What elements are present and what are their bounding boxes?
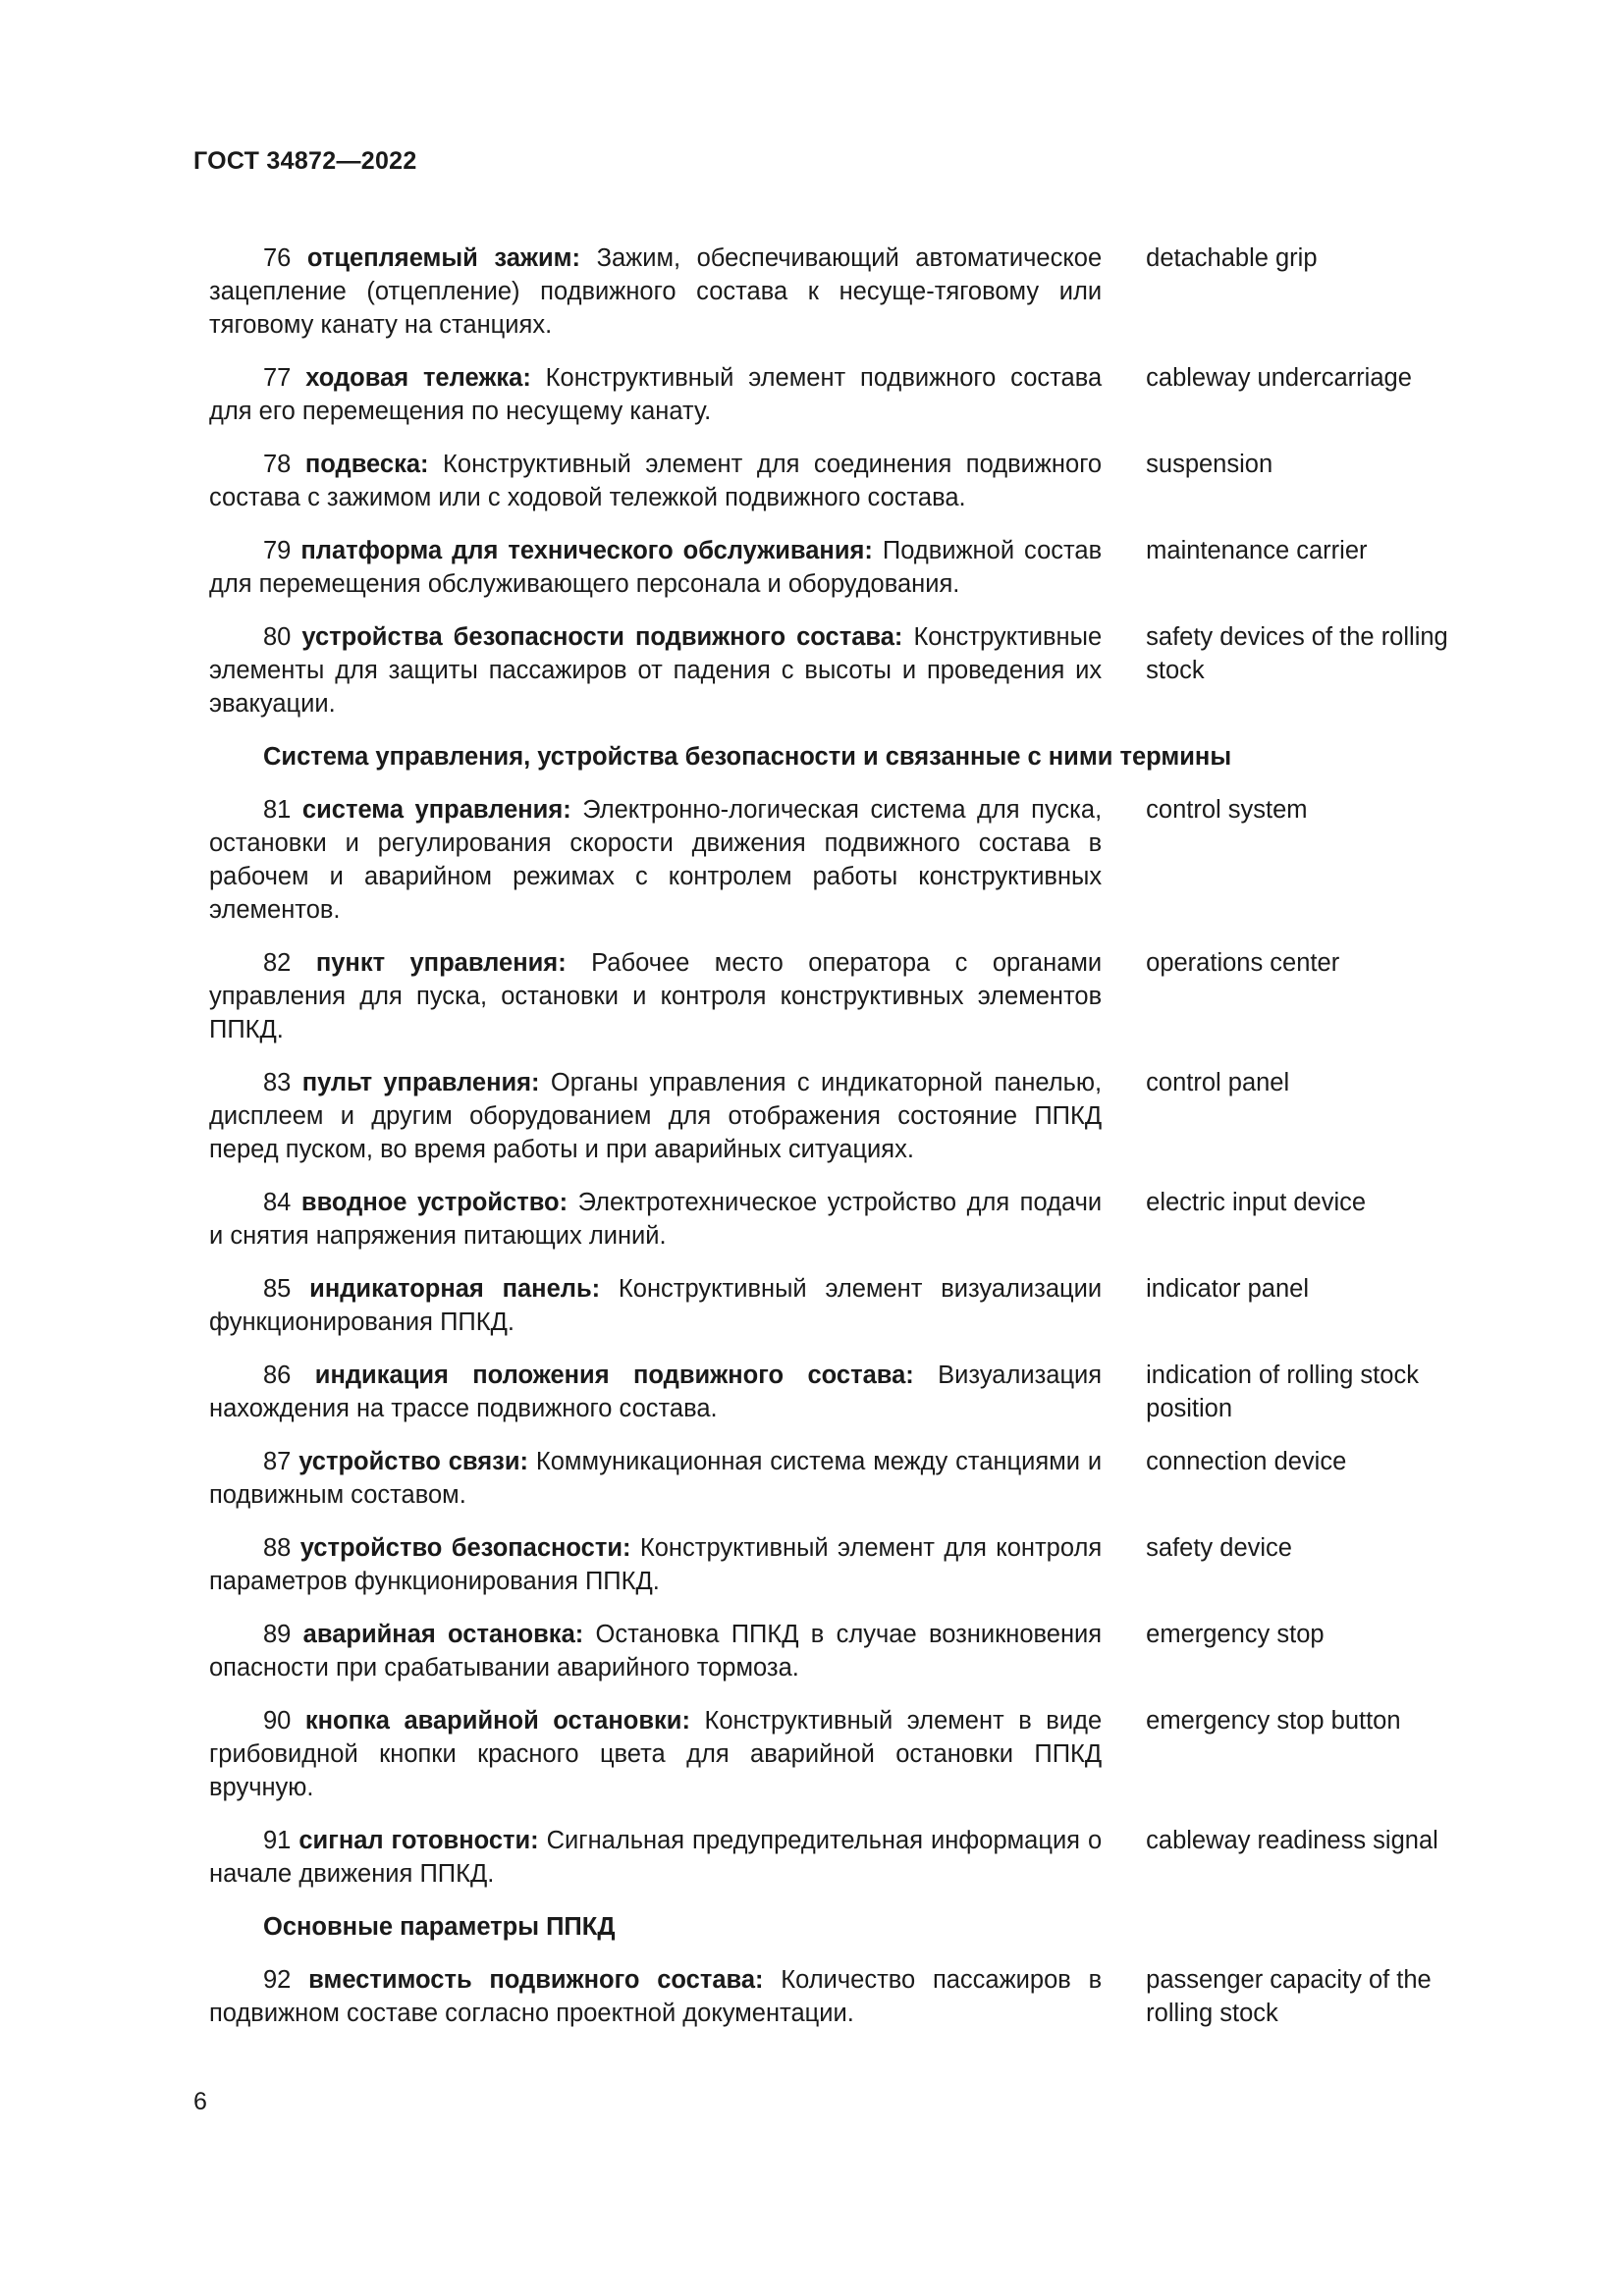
term-number: 90 (263, 1707, 292, 1735)
term-name: пункт управления: (315, 949, 567, 977)
term-english: suspension (1146, 451, 1273, 478)
term-english: operations center (1146, 949, 1340, 977)
term-english: control panel (1146, 1069, 1290, 1096)
term-ru (209, 1704, 1102, 1804)
term-definition: Конструктивный элемент для контроля параметров функционирования ППКД. (209, 1534, 1103, 1595)
term-ru (209, 1445, 1102, 1512)
term-entry (209, 1824, 1486, 1891)
term-number: 91 (263, 1827, 292, 1854)
term-name: отцепляемый зажим: (306, 244, 581, 272)
term-ru (209, 1824, 1102, 1891)
term-name: вводное устройство: (300, 1189, 568, 1216)
term-name: устройства безопасности подвижного состава: (301, 623, 903, 651)
term-ru (209, 1186, 1102, 1253)
term-definition: Количество пассажиров в подвижном составе согласно проектной документации. (209, 1966, 1103, 2027)
term-english: emergency stop (1146, 1621, 1325, 1648)
terms-group-control-system (209, 793, 1486, 1891)
term-definition: Подвижной состав для перемещения обслуживающего персонала и оборудования. (209, 537, 1103, 598)
term-english: electric input device (1146, 1189, 1367, 1216)
term-ru (209, 1066, 1102, 1166)
term-entry (209, 946, 1486, 1046)
term-name: ходовая тележка: (305, 364, 531, 392)
term-number: 82 (263, 949, 292, 977)
term-entry (209, 241, 1486, 342)
term-number: 78 (263, 451, 292, 478)
term-definition: Конструктивные элементы для защиты пассажиров от падения с высоты и проведения их эвакуации. (209, 623, 1103, 718)
terms-group-main-parameters (209, 1963, 1486, 2030)
term-name: кнопка аварийной остановки: (304, 1707, 690, 1735)
term-number: 76 (263, 244, 292, 272)
term-entry (209, 1359, 1486, 1425)
term-entry (209, 361, 1486, 428)
term-ru (209, 946, 1102, 1046)
term-number: 92 (263, 1966, 292, 1994)
term-number: 86 (263, 1362, 292, 1389)
term-name: индикаторная панель: (309, 1275, 601, 1303)
term-ru (209, 793, 1102, 927)
term-entry (209, 1186, 1486, 1253)
term-definition: Органы управления с индикаторной панелью, дисплеем и другим оборудованием для отображения состояние ППКД перед пуском, во время работы и при аварийных ситуациях. (209, 1069, 1103, 1163)
term-number: 89 (263, 1621, 292, 1648)
term-name: аварийная остановка: (302, 1621, 584, 1648)
term-ru (209, 361, 1102, 428)
term-ru (209, 1359, 1102, 1425)
term-english: cableway readiness signal (1146, 1827, 1438, 1854)
term-name: система управления: (301, 796, 571, 824)
term-name: устройство связи: (298, 1448, 528, 1475)
term-name: подвеска: (304, 451, 429, 478)
term-entry (209, 1963, 1486, 2030)
term-name: пульт управления: (301, 1069, 540, 1096)
term-number: 81 (263, 796, 292, 824)
term-definition: Электронно-логическая система для пуска, остановки и регулирования скорости движения подвижного состава в рабочем и аварийном режимах с контролем работы конструктивных элементов. (209, 796, 1103, 924)
term-number: 84 (263, 1189, 292, 1216)
term-definition: Коммуникационная система между станциями и подвижным составом. (209, 1448, 1103, 1509)
term-english: detachable grip (1146, 244, 1318, 272)
term-english: passenger capacity of the rolling stock (1146, 1966, 1432, 2027)
page-number: 6 (193, 2088, 207, 2115)
term-definition: Визуализация нахождения на трассе подвижного состава. (209, 1362, 1103, 1422)
term-english: safety device (1146, 1534, 1292, 1562)
term-english: emergency stop button (1146, 1707, 1401, 1735)
term-english: cableway undercarriage (1146, 364, 1412, 392)
term-ru (209, 1618, 1102, 1684)
term-definition: Рабочее место оператора с органами управления для пуска, остановки и контроля конструктивных элементов ППКД. (209, 949, 1103, 1043)
term-number: 87 (263, 1448, 292, 1475)
term-name: устройство безопасности: (299, 1534, 631, 1562)
term-name: сигнал готовности: (298, 1827, 539, 1854)
document-header: ГОСТ 34872—2022 (193, 147, 417, 175)
term-number: 77 (263, 364, 292, 392)
term-name: вместимость подвижного состава: (308, 1966, 764, 1994)
term-ru (209, 448, 1102, 514)
term-number: 79 (263, 537, 292, 564)
section-heading-main-parameters: Основные параметры ППКД (263, 1913, 616, 1941)
term-entry (209, 1272, 1486, 1339)
term-entry (209, 793, 1486, 927)
term-definition: Конструктивный элемент подвижного состава для его перемещения по несущему канату. (209, 364, 1103, 425)
term-ru (209, 534, 1102, 601)
term-definition: Конструктивный элемент визуализации функционирования ППКД. (209, 1275, 1103, 1336)
term-ru (209, 241, 1102, 342)
term-ru (209, 1272, 1102, 1339)
term-number: 83 (263, 1069, 292, 1096)
term-entry (209, 1531, 1486, 1598)
term-definition: Сигнальная предупредительная информация о начале движения ППКД. (209, 1827, 1103, 1888)
term-definition: Конструктивный элемент в виде грибовидной кнопки красного цвета для аварийной остановки ППКД вручную. (209, 1707, 1103, 1801)
term-definition: Зажим, обеспечивающий автоматическое зацепление (отцепление) подвижного состава к несуще-тяговому или тяговому канату на станциях. (209, 244, 1103, 339)
terms-content (209, 241, 1486, 2050)
term-ru (209, 1963, 1102, 2030)
term-english: indication of rolling stock position (1146, 1362, 1419, 1422)
term-english: connection device (1146, 1448, 1347, 1475)
term-number: 88 (263, 1534, 292, 1562)
term-number: 85 (263, 1275, 292, 1303)
term-name: индикация положения подвижного состава: (314, 1362, 914, 1389)
term-entry (209, 620, 1486, 721)
term-english: maintenance carrier (1146, 537, 1368, 564)
term-definition: Электротехническое устройство для подачи и снятия напряжения питающих линий. (209, 1189, 1103, 1250)
terms-group-rolling-stock (209, 241, 1486, 721)
term-definition: Конструктивный элемент для соединения подвижного состава с зажимом или с ходовой тележкой подвижного состава. (209, 451, 1103, 511)
term-english: safety devices of the rolling stock (1146, 623, 1448, 684)
term-entry (209, 1618, 1486, 1684)
term-ru (209, 1531, 1102, 1598)
term-entry (209, 534, 1486, 601)
term-number: 80 (263, 623, 292, 651)
term-ru (209, 620, 1102, 721)
term-definition: Остановка ППКД в случае возникновения опасности при срабатывании аварийного тормоза. (209, 1621, 1103, 1682)
term-english: indicator panel (1146, 1275, 1310, 1303)
section-heading-control-system: Система управления, устройства безопасности и связанные с ними термины (263, 743, 1232, 771)
term-entry (209, 1066, 1486, 1166)
term-english: control system (1146, 796, 1308, 824)
term-entry (209, 1445, 1486, 1512)
term-name: платформа для технического обслуживания: (300, 537, 873, 564)
term-entry (209, 1704, 1486, 1804)
term-entry (209, 448, 1486, 514)
